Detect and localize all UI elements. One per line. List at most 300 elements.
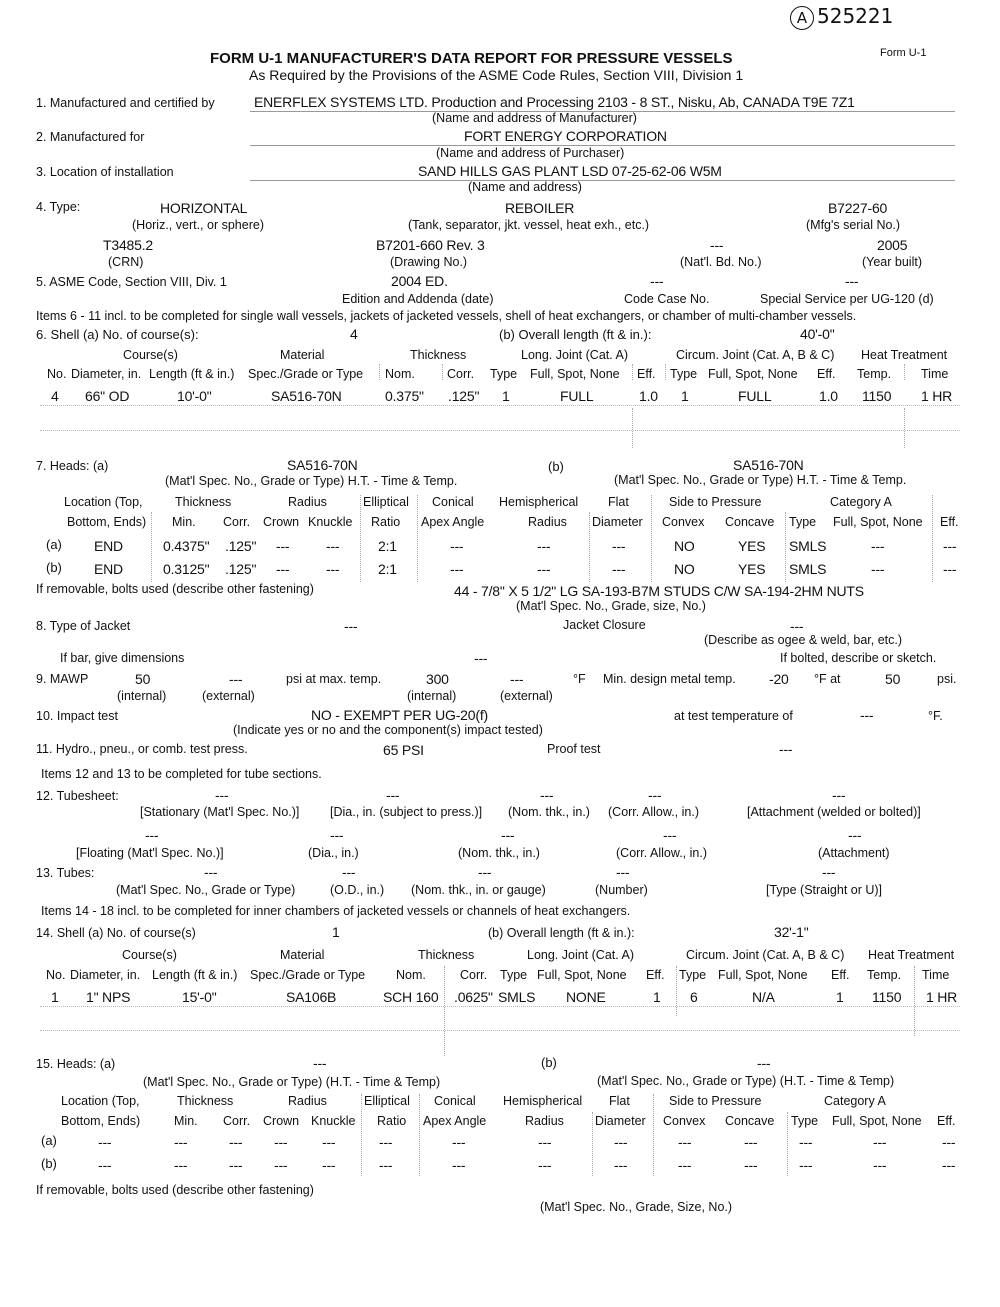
code-case-value: --- [650,273,664,289]
shell6-h-nom: Nom. [385,367,415,381]
heads7-b-fsn: --- [871,561,885,577]
shell6-long-eff: 1.0 [639,388,658,404]
shell6-long-type: 1 [502,388,510,404]
heads7-b-radius: --- [537,561,551,577]
heads15-spec-b: --- [757,1055,771,1071]
shell6-h-type: Type [490,367,518,381]
shell14-courses-label: 14. Shell (a) No. of course(s) [36,926,196,940]
type-orientation: HORIZONTAL [160,200,248,216]
location-value: SAND HILLS GAS PLANT LSD 07-25-62-06 W5M [418,163,722,179]
heads7-a-apex: --- [450,538,464,554]
heads7-h-location: Location (Top, [64,495,143,509]
heads7-b-id: (b) [46,560,62,575]
heads7-h2-corr: Corr. [223,515,251,529]
heads15-caption-b: (Mat'l Spec. No., Grade or Type) (H.T. - Time & Temp) [597,1074,895,1088]
shell14-long-type: SMLS [498,989,536,1005]
form-id: Form U-1 [880,47,927,59]
tubesheet-fc1: [Floating (Mat'l Spec. No.)] [76,846,224,860]
shell6-h-eff2: Eff. [817,367,836,381]
tubesheet-floating-corr: --- [663,827,677,843]
heads7-h2-diameter: Diameter [592,515,643,529]
heads7-bolts-label: If removable, bolts used (describe other fastening) [36,582,314,596]
heads15-h2-convex: Convex [663,1114,706,1128]
shell14-length-value: 32'-1" [774,924,809,940]
impact-temp-value: --- [860,707,874,723]
mawp-temp-internal: 300 [426,671,449,687]
heads15-a-min: --- [174,1134,188,1150]
heads7-a-convex: NO [674,538,695,554]
jacket-value: --- [344,618,358,634]
heads15-b-id: (b) [41,1156,57,1171]
shell6-courses-value: 4 [350,326,358,342]
heads7-b-apex: --- [450,561,464,577]
mawp-external: --- [229,671,243,687]
tubesheet-fc3: (Nom. thk., in.) [458,846,540,860]
note-items-14-18: Items 14 - 18 incl. to be completed for inner chambers of jacketed vessels or channels of heat exchangers. [41,904,631,918]
tubesheet-thk: --- [540,787,554,803]
heads7-h2-type: Type [789,515,817,529]
heads15-a-diameter: --- [614,1134,628,1150]
heads7-h2-eff: Eff. [940,515,959,529]
tubes-c4: (Number) [595,883,648,897]
tubesheet-fc4: (Corr. Allow., in.) [616,846,707,860]
impact-value: NO - EXEMPT PER UG-20(f) [311,707,488,723]
shell14-h-eff2: Eff. [831,968,850,982]
shell14-nom: SCH 160 [383,989,439,1005]
heads15-a-type: --- [799,1134,813,1150]
heads15-spec-a: --- [313,1055,327,1071]
shell14-diameter: 1" NPS [86,989,131,1005]
heads7-h2-fsn: Full, Spot, None [833,515,923,529]
tubesheet-fc2: (Dia., in.) [308,846,359,860]
heads15-a-ratio: --- [379,1134,393,1150]
heads15-b-radius: --- [538,1157,552,1173]
mdmt-psi-unit: psi. [937,672,957,686]
heads15-b-type: --- [799,1157,813,1173]
jacket-bar-value: --- [474,650,488,666]
shell6-group-heat-treatment: Heat Treatment [861,348,948,362]
location-caption: (Name and address) [468,180,582,194]
tubes-c5: [Type (Straight or U)] [766,883,883,897]
tubesheet-attach: --- [832,787,846,803]
heads15-a-radius: --- [538,1134,552,1150]
serial-caption: (Mfg's serial No.) [806,218,901,232]
shell14-temp: 1150 [872,989,902,1005]
shell14-long-eff: 1 [653,989,661,1005]
heads7-a-min: 0.4375" [163,538,210,554]
manufacturer-caption: (Name and address of Manufacturer) [432,111,637,125]
heads7-h2-location: Bottom, Ends) [67,515,147,529]
heads7-a-id: (a) [46,537,62,552]
heads15-h-flat: Flat [609,1094,630,1108]
tubes-c3: (Nom. thk., in. or gauge) [411,883,546,897]
tubesheet-fc5: (Attachment) [818,846,890,860]
shell6-spec: SA516-70N [271,388,342,404]
shell14-h-corr: Corr. [460,968,488,982]
hydro-value: 65 PSI [383,742,424,758]
crn-caption: (CRN) [108,255,144,269]
shell14-group-long-joint: Long. Joint (Cat. A) [527,948,635,962]
heads15-h2-fsn: Full, Spot, None [832,1114,922,1128]
shell6-h-type2: Type [670,367,698,381]
shell14-h-temp: Temp. [867,968,902,982]
purchaser-caption: (Name and address of Purchaser) [436,146,625,160]
heads7-b-type: SMLS [789,561,827,577]
drawing-value: B7201-660 Rev. 3 [376,237,485,253]
heads15-h-conical: Conical [434,1094,476,1108]
shell6-h-corr: Corr. [447,367,475,381]
asme-code-label: 5. ASME Code, Section VIII, Div. 1 [36,275,227,289]
location-label: 3. Location of installation [36,165,174,179]
shell14-h-nom: Nom. [396,968,426,982]
mdmt-at-label: °F at [814,672,841,686]
shell6-group-material: Material [280,348,325,362]
mawp-temp-external-caption: (external) [500,689,553,703]
heads7-a-ratio: 2:1 [378,538,397,554]
shell14-h-eff: Eff. [646,968,665,982]
heads7-bolts-value: 44 - 7/8" X 5 1/2" LG SA-193-B7M STUDS C/W SA-194-2HM NUTS [454,583,864,599]
heads15-a-id: (a) [41,1133,57,1148]
tubesheet-c4: (Corr. Allow., in.) [608,805,699,819]
crn-value: T3485.2 [103,237,153,253]
shell6-nom: 0.375" [385,388,424,404]
tubes-spec: --- [204,864,218,880]
heads15-bolts-caption: (Mat'l Spec. No., Grade, Size, No.) [540,1200,733,1214]
shell14-time: 1 HR [926,989,958,1005]
heads7-b-min: 0.3125" [163,561,210,577]
mawp-temp-label: psi at max. temp. [286,672,382,686]
shell6-length-label: (b) Overall length (ft & in.): [499,327,652,342]
shell14-courses-value: 1 [332,924,340,940]
shell14-h-spec: Spec./Grade or Type [250,968,366,982]
shell14-circ-type: 6 [690,989,698,1005]
hydro-label: 11. Hydro., pneu., or comb. test press. [36,742,248,756]
shell14-length: 15'-0" [182,989,217,1005]
jacket-closure-value: --- [790,618,804,634]
heads7-b-location: END [94,561,123,577]
heads15-b-concave: --- [744,1157,758,1173]
heads15-b-label: (b) [541,1055,557,1070]
heads15-h2-diameter: Diameter [595,1114,646,1128]
shell6-length-value: 40'-0" [800,326,835,342]
shell6-no: 4 [51,388,59,404]
heads15-h2-type: Type [791,1114,819,1128]
tubes-thk: --- [478,864,492,880]
shell14-corr: .0625" [454,989,493,1005]
heads15-b-eff: --- [942,1157,956,1173]
heads7-label: 7. Heads: (a) [36,459,109,473]
mawp-internal: 50 [135,671,151,687]
note-items-6-11: Items 6 - 11 incl. to be completed for single wall vessels, jackets of jacketed vessels, shell of heat exchangers, or chamber of multi-chamber vessels. [36,309,857,323]
heads7-h2-knuckle: Knuckle [308,515,353,529]
heads7-b-concave: YES [738,561,766,577]
heads15-h2-concave: Concave [725,1114,775,1128]
mawp-temp-external: --- [510,671,524,687]
heads15-a-knuckle: --- [322,1134,336,1150]
shell14-h-fsn: Full, Spot, None [537,968,627,982]
tubesheet-stationary: --- [215,787,229,803]
tubesheet-floating: --- [145,827,159,843]
shell6-long-fsn: FULL [560,388,594,404]
year-caption: (Year built) [862,255,922,269]
mawp-internal-caption: (internal) [117,689,167,703]
heads15-a-location: --- [98,1134,112,1150]
shell14-h-type2: Type [679,968,707,982]
mawp-label: 9. MAWP [36,672,89,686]
shell14-group-circum-joint: Circum. Joint (Cat. A, B & C) [686,948,845,962]
heads15-a-corr: --- [229,1134,243,1150]
shell6-h-time: Time [921,367,949,381]
heads15-b-convex: --- [678,1157,692,1173]
type-vessel: REBOILER [505,200,575,216]
shell6-h-fsn: Full, Spot, None [530,367,620,381]
heads7-a-radius: --- [537,538,551,554]
tubes-c2: (O.D., in.) [330,883,385,897]
shell14-group-heat-treatment: Heat Treatment [868,948,955,962]
tubesheet-c5: [Attachment (welded or bolted)] [747,805,921,819]
tubesheet-floating-thk: --- [501,827,515,843]
heads15-caption-a: (Mat'l Spec. No., Grade or Type) (H.T. - Time & Temp) [143,1075,441,1089]
document-stamp [790,6,893,30]
heads15-h-side-pressure: Side to Pressure [669,1094,762,1108]
proof-test-label: Proof test [547,742,601,756]
heads7-b-ratio: 2:1 [378,561,397,577]
shell14-h-fsn2: Full, Spot, None [718,968,808,982]
heads7-h-hemispherical: Hemispherical [499,495,579,509]
heads7-h2-crown: Crown [263,515,300,529]
tubesheet-floating-dia: --- [330,827,344,843]
impact-caption: (Indicate yes or no and the component(s) impact tested) [233,723,543,737]
natl-bd-caption: (Nat'l. Bd. No.) [680,255,762,269]
purchaser-label: 2. Manufactured for [36,130,145,144]
shell6-group-thickness: Thickness [410,348,467,362]
heads7-h2-ratio: Ratio [371,515,401,529]
shell6-circ-fsn: FULL [738,388,772,404]
heads7-h2-min: Min. [172,515,196,529]
heads7-h-flat: Flat [608,495,629,509]
heads7-a-diameter: --- [612,538,626,554]
heads7-h-category: Category A [830,495,892,509]
heads15-b-min: --- [174,1157,188,1173]
heads7-h2-convex: Convex [662,515,705,529]
mawp-temp-internal-caption: (internal) [407,689,457,703]
impact-label: 10. Impact test [36,709,118,723]
type-orientation-caption: (Horiz., vert., or sphere) [132,218,264,232]
mawp-f-unit: °F [573,672,586,686]
form-subtitle: As Required by the Provisions of the ASME Code Rules, Section VIII, Division 1 [249,67,744,83]
natl-bd-value: --- [710,237,724,253]
heads15-b-location: --- [98,1157,112,1173]
mawp-external-caption: (external) [202,689,255,703]
shell14-h-length: Length (ft & in.) [152,968,238,982]
heads7-h-side-pressure: Side to Pressure [669,495,762,509]
heads15-h-location: Location (Top, [61,1094,140,1108]
tubesheet-c2: [Dia., in. (subject to press.)] [330,805,483,819]
heads7-h-radius: Radius [288,495,327,509]
shell14-h-type: Type [500,968,528,982]
heads15-a-crown: --- [274,1134,288,1150]
shell6-group-long-joint: Long. Joint (Cat. A) [521,348,629,362]
purchaser-value: FORT ENERGY CORPORATION [464,128,667,144]
heads7-b-label: (b) [548,459,564,474]
shell14-spec: SA106B [286,989,337,1005]
shell6-length: 10'-0" [177,388,212,404]
mdmt-label: Min. design metal temp. [603,672,736,686]
jacket-bolted-caption: If bolted, describe or sketch. [780,651,937,665]
shell6-h-length: Length (ft & in.) [149,367,235,381]
heads15-a-eff: --- [942,1134,956,1150]
mdmt-value: -20 [769,671,789,687]
heads7-b-eff: --- [943,561,957,577]
heads7-a-corr: .125" [225,538,257,554]
heads15-h2-min: Min. [174,1114,198,1128]
heads7-a-concave: YES [738,538,766,554]
heads15-b-diameter: --- [614,1157,628,1173]
heads7-h-thickness: Thickness [175,495,232,509]
heads7-h2-apex: Apex Angle [421,515,485,529]
heads15-h-thickness: Thickness [177,1094,234,1108]
shell6-corr: .125" [448,388,480,404]
heads15-a-convex: --- [678,1134,692,1150]
heads15-b-crown: --- [274,1157,288,1173]
heads7-caption-a: (Mat'l Spec. No., Grade or Type) H.T. - Time & Temp. [165,474,458,488]
shell14-h-no: No. [46,968,66,982]
heads15-h2-corr: Corr. [223,1114,251,1128]
heads15-h2-apex: Apex Angle [423,1114,487,1128]
mdmt-at-psi: 50 [885,671,901,687]
shell6-circ-type: 1 [681,388,689,404]
heads15-h-category: Category A [824,1094,886,1108]
heads15-bolts-label: If removable, bolts used (describe other fastening) [36,1183,314,1197]
heads15-h2-radius: Radius [525,1114,564,1128]
tubes-number: --- [616,864,630,880]
shell6-h-spec: Spec./Grade or Type [248,367,364,381]
edition-caption: Edition and Addenda (date) [342,292,494,306]
shell6-diameter: 66" OD [85,388,130,404]
type-vessel-caption: (Tank, separator, jkt. vessel, heat exh., etc.) [408,218,650,232]
shell14-h-time: Time [922,968,950,982]
heads15-b-corr: --- [229,1157,243,1173]
shell14-circ-eff: 1 [836,989,844,1005]
tubes-type: --- [822,864,836,880]
heads7-a-location: END [94,538,123,554]
heads15-h-hemispherical: Hemispherical [503,1094,583,1108]
stamp-number: 525221 [817,4,894,28]
code-case-caption: Code Case No. [624,292,710,306]
shell6-h-fsn2: Full, Spot, None [708,367,798,381]
form-title: FORM U-1 MANUFACTURER'S DATA REPORT FOR PRESSURE VESSELS [210,50,733,67]
heads7-h-conical: Conical [432,495,474,509]
jacket-label: 8. Type of Jacket [36,619,131,633]
tubesheet-floating-attach: --- [848,827,862,843]
impact-temp-label: at test temperature of [674,709,793,723]
impact-temp-unit: °F. [928,709,943,723]
heads7-a-eff: --- [943,538,957,554]
shell14-length-label: (b) Overall length (ft & in.): [488,926,635,940]
shell6-circ-eff: 1.0 [819,388,838,404]
shell14-circ-fsn: N/A [752,989,775,1005]
heads7-a-crown: --- [276,538,290,554]
stamp-circled-letter: A [790,6,814,30]
edition-value: 2004 ED. [391,273,448,289]
shell6-group-courses: Course(s) [123,348,178,362]
heads7-h-elliptical: Elliptical [363,495,409,509]
heads7-spec-a: SA516-70N [287,457,358,473]
heads7-a-type: SMLS [789,538,827,554]
heads7-caption-b: (Mat'l Spec. No., Grade or Type) H.T. - Time & Temp. [614,473,907,487]
tubesheet-c1: [Stationary (Mat'l Spec. No.)] [140,805,300,819]
shell6-h-eff: Eff. [637,367,656,381]
heads15-h2-knuckle: Knuckle [311,1114,356,1128]
heads15-b-ratio: --- [379,1157,393,1173]
jacket-closure-label: Jacket Closure [563,618,646,632]
heads15-h2-location: Bottom, Ends) [61,1114,141,1128]
tubes-label: 13. Tubes: [36,866,95,880]
heads7-b-convex: NO [674,561,695,577]
type-label: 4. Type: [36,200,81,214]
shell6-courses-label: 6. Shell (a) No. of course(s): [36,327,199,342]
heads15-a-concave: --- [744,1134,758,1150]
heads15-a-fsn: --- [873,1134,887,1150]
heads7-b-knuckle: --- [326,561,340,577]
tubes-c1: (Mat'l Spec. No., Grade or Type) [116,883,296,897]
manufacturer-label: 1. Manufactured and certified by [36,96,215,110]
shell14-group-material: Material [280,948,325,962]
shell6-h-no: No. [47,367,67,381]
note-items-12-13: Items 12 and 13 to be completed for tube sections. [41,767,322,781]
shell14-h-diameter: Diameter, in. [70,968,141,982]
year-value: 2005 [877,237,908,253]
tubes-od: --- [342,864,356,880]
manufacturer-value: ENERFLEX SYSTEMS LTD. Production and Processing 2103 - 8 ST., Nisku, Ab, CANADA T9E 7Z1 [254,94,855,110]
shell6-group-circum-joint: Circum. Joint (Cat. A, B & C) [676,348,835,362]
heads15-h-radius: Radius [288,1094,327,1108]
shell14-group-thickness: Thickness [418,948,475,962]
tubesheet-corr: --- [648,787,662,803]
heads7-a-fsn: --- [871,538,885,554]
shell14-group-courses: Course(s) [122,948,177,962]
heads15-a-apex: --- [452,1134,466,1150]
heads15-b-apex: --- [452,1157,466,1173]
tubesheet-dia: --- [386,787,400,803]
shell6-temp: 1150 [862,388,892,404]
heads7-b-crown: --- [276,561,290,577]
heads7-b-diameter: --- [612,561,626,577]
heads15-label: 15. Heads: (a) [36,1057,116,1071]
shell6-time: 1 HR [921,388,953,404]
proof-test-value: --- [779,741,793,757]
shell14-long-fsn: NONE [566,989,606,1005]
heads15-b-fsn: --- [873,1157,887,1173]
shell6-h-temp: Temp. [857,367,892,381]
special-service-caption: Special Service per UG-120 (d) [760,292,934,306]
tubesheet-c3: (Nom. thk., in.) [508,805,590,819]
tubesheet-label: 12. Tubesheet: [36,789,119,803]
heads7-spec-b: SA516-70N [733,457,804,473]
heads15-b-knuckle: --- [322,1157,336,1173]
heads15-h2-ratio: Ratio [377,1114,407,1128]
serial-value: B7227-60 [828,200,888,216]
heads15-h2-crown: Crown [263,1114,300,1128]
jacket-bar-label: If bar, give dimensions [60,651,185,665]
heads7-a-knuckle: --- [326,538,340,554]
heads15-h-elliptical: Elliptical [364,1094,410,1108]
heads7-bolts-caption: (Mat'l Spec. No., Grade, size, No.) [516,599,706,613]
drawing-caption: (Drawing No.) [390,255,468,269]
shell14-no: 1 [51,989,59,1005]
jacket-closure-caption: (Describe as ogee & weld, bar, etc.) [704,633,903,647]
heads7-h2-concave: Concave [725,515,775,529]
